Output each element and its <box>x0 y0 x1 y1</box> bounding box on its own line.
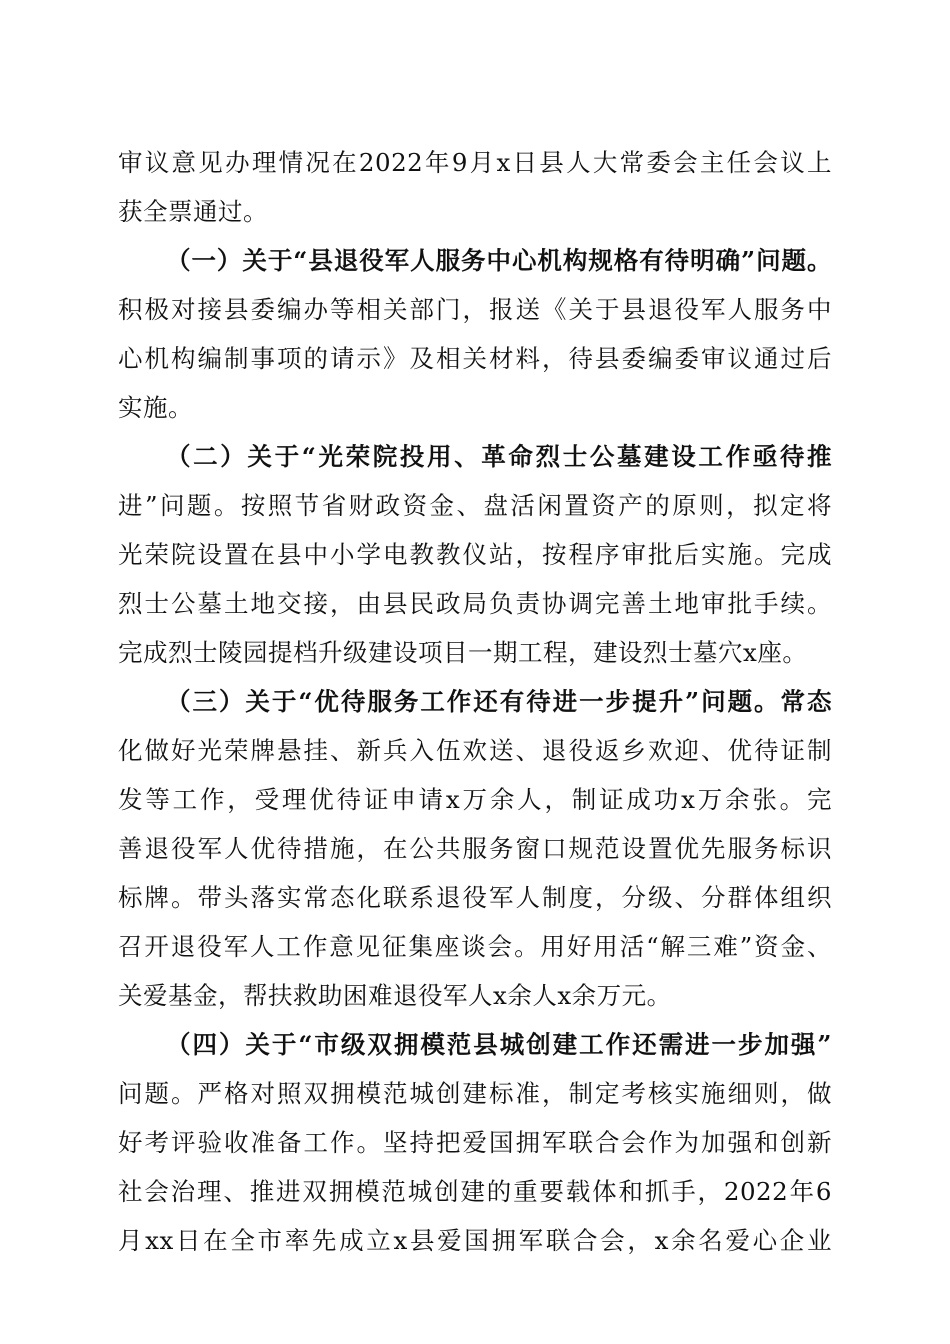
text-line: 获全票通过。 <box>118 197 268 226</box>
text-line: 光荣院设置在县中小学电教教仪站，按程序审批后实施。完成 <box>118 540 832 569</box>
text-line: 标牌。带头落实常态化联系退役军人制度，分级、分群体组织 <box>118 883 832 912</box>
text-line: 好考评验收准备工作。坚持把爱国拥军联合会作为加强和创新 <box>118 1128 832 1157</box>
text-line: 心机构编制事项的请示》及相关材料，待县委编委审议通过后 <box>118 344 832 373</box>
text-line: 审议意见办理情况在2022年9月x日县人大常委会主任会议上 <box>118 148 832 177</box>
text-line: 发等工作，受理优待证申请x万余人，制证成功x万余张。完 <box>118 785 832 814</box>
text-line: 月xx日在全市率先成立x县爱国拥军联合会，x余名爱心企业 <box>118 1226 832 1255</box>
section-heading-3: （三）关于“优待服务工作还有待进一步提升”问题。常态 <box>166 687 832 716</box>
text-line: 完成烈士陵园提档升级建设项目一期工程，建设烈士墓穴x座。 <box>118 638 808 667</box>
text-line: 关爱基金，帮扶救助困难退役军人x余人x余万元。 <box>118 981 672 1010</box>
text-line: 召开退役军人工作意见征集座谈会。用好用活“解三难”资金、 <box>118 932 832 961</box>
text-line: 实施。 <box>118 393 193 422</box>
text-line: 问题。严格对照双拥模范城创建标准，制定考核实施细则，做 <box>118 1079 832 1108</box>
text-line: 烈士公墓土地交接，由县民政局负责协调完善土地审批手续。 <box>118 589 832 618</box>
text-line: 进”问题。按照节省财政资金、盘活闲置资产的原则，拟定将 <box>118 491 832 520</box>
text-line: 社会治理、推进双拥模范城创建的重要载体和抓手，2022年6 <box>118 1177 832 1206</box>
text-line: 化做好光荣牌悬挂、新兵入伍欢送、退役返乡欢迎、优待证制 <box>118 736 832 765</box>
section-heading-1: （一）关于“县退役军人服务中心机构规格有待明确”问题。 <box>166 246 832 275</box>
text-line: 善退役军人优待措施，在公共服务窗口规范设置优先服务标识 <box>118 834 832 863</box>
text-line: 积极对接县委编办等相关部门，报送《关于县退役军人服务中 <box>118 295 832 324</box>
section-heading-4: （四）关于“市级双拥模范县城创建工作还需进一步加强” <box>166 1030 832 1059</box>
section-heading-2: （二）关于“光荣院投用、革命烈士公墓建设工作亟待推 <box>166 442 832 471</box>
